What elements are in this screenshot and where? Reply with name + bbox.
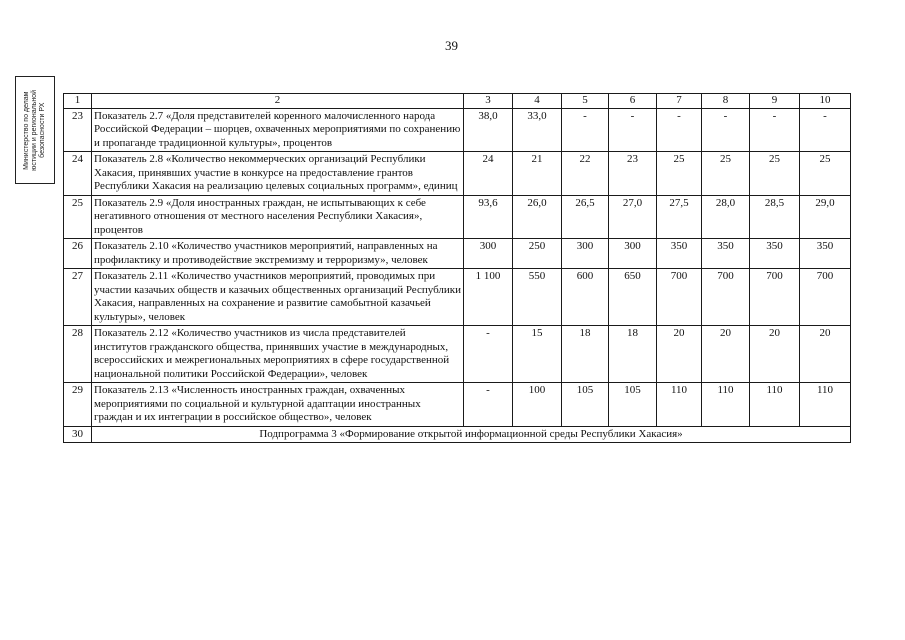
value-cell: - [464,383,513,427]
value-cell: 21 [513,152,562,196]
table-row [64,152,851,196]
table-row [64,383,851,427]
value-cell: 350 [800,239,851,269]
stamp-line: безопасности РХ [39,102,46,158]
value-cell: 350 [750,239,800,269]
value-cell: 15 [513,326,562,383]
value-cell: 700 [750,269,800,326]
table-row [64,239,851,269]
table-row [64,326,851,383]
value-cell: - [464,326,513,383]
value-cell: 700 [657,269,702,326]
row-number: 26 [64,239,92,269]
value-cell: 33,0 [513,108,562,152]
page-number: 39 [445,38,458,53]
value-cell: 110 [800,383,851,427]
indicators-table [63,93,851,443]
value-cell: 300 [464,239,513,269]
table-row [64,195,851,239]
stamp-line: Министерство по делам [23,90,30,170]
value-cell: 700 [800,269,851,326]
value-cell: 93,6 [464,195,513,239]
header-cell: 9 [750,94,800,109]
table-header-row [64,94,851,109]
header-cell: 4 [513,94,562,109]
table-row [64,269,851,326]
value-cell: 20 [750,326,800,383]
value-cell: 700 [702,269,750,326]
value-cell: 25 [702,152,750,196]
row-number: 30 [64,426,92,443]
indicator-description: Показатель 2.8 «Количество некоммерческих организаций Республики Хакасия, принявших участие в конкурсе на предоставление грантов Республики Хакасия на реализацию целевых социальных программ», единиц [92,152,464,196]
row-number: 23 [64,108,92,152]
value-cell: 18 [562,326,609,383]
header-cell: 1 [64,94,92,109]
value-cell: 38,0 [464,108,513,152]
header-cell: 7 [657,94,702,109]
subprogram-title: Подпрограмма 3 «Формирование открытой информационной среды Республики Хакасия» [92,426,851,443]
value-cell: 28,5 [750,195,800,239]
value-cell: 350 [657,239,702,269]
indicator-description: Показатель 2.9 «Доля иностранных граждан, не испытывающих к себе негативного отношения от местного населения Республики Хакасия», процентов [92,195,464,239]
header-cell: 6 [609,94,657,109]
stamp-text [23,90,47,171]
indicator-description: Показатель 2.7 «Доля представителей коренного малочисленного народа Российской Федерации – шорцев, охваченных мероприятиями по сохранению и пропаганде традиционной культуры», процентов [92,108,464,152]
row-number: 24 [64,152,92,196]
registration-stamp [15,76,55,184]
indicator-description: Показатель 2.13 «Численность иностранных граждан, охваченных мероприятиями по социальной и культурной адаптации иностранных граждан и их интеграции в российское общество», человек [92,383,464,427]
header-cell: 10 [800,94,851,109]
value-cell: 110 [702,383,750,427]
subprogram-row [64,426,851,443]
value-cell: 26,5 [562,195,609,239]
value-cell: 600 [562,269,609,326]
header-cell: 5 [562,94,609,109]
value-cell: - [800,108,851,152]
value-cell: 300 [609,239,657,269]
row-number: 29 [64,383,92,427]
value-cell: 20 [657,326,702,383]
value-cell: 25 [657,152,702,196]
value-cell: 300 [562,239,609,269]
value-cell: 110 [750,383,800,427]
value-cell: 110 [657,383,702,427]
row-number: 25 [64,195,92,239]
row-number: 27 [64,269,92,326]
value-cell: 1 100 [464,269,513,326]
value-cell: - [562,108,609,152]
value-cell: 27,0 [609,195,657,239]
row-number: 28 [64,326,92,383]
value-cell: 28,0 [702,195,750,239]
value-cell: 22 [562,152,609,196]
indicator-description: Показатель 2.11 «Количество участников мероприятий, проводимых при участии казачьих обществ и казачьих общественных организаций Республики Хакасия, направленных на сохранение и развитие самобытной казачьей культуры», человек [92,269,464,326]
value-cell: 20 [800,326,851,383]
header-cell: 2 [92,94,464,109]
value-cell: 23 [609,152,657,196]
indicator-description: Показатель 2.10 «Количество участников мероприятий, направленных на профилактику и противодействие экстремизму и терроризму», человек [92,239,464,269]
value-cell: 18 [609,326,657,383]
value-cell: 250 [513,239,562,269]
indicator-description: Показатель 2.12 «Количество участников из числа представителей институтов гражданского общества, принявших участие в международных, всероссийских и межрегиональных мероприятиях в сфере государственной национальной политики Российской Федерации», человек [92,326,464,383]
value-cell: 25 [800,152,851,196]
table-row [64,108,851,152]
value-cell: 29,0 [800,195,851,239]
value-cell: 350 [702,239,750,269]
value-cell: 650 [609,269,657,326]
stamp-line: юстиции и региональной [31,89,38,171]
value-cell: - [702,108,750,152]
value-cell: 550 [513,269,562,326]
value-cell: - [750,108,800,152]
value-cell: 20 [702,326,750,383]
header-cell: 3 [464,94,513,109]
header-cell: 8 [702,94,750,109]
value-cell: - [657,108,702,152]
value-cell: 105 [562,383,609,427]
value-cell: 25 [750,152,800,196]
value-cell: 105 [609,383,657,427]
value-cell: 100 [513,383,562,427]
value-cell: 26,0 [513,195,562,239]
value-cell: 24 [464,152,513,196]
value-cell: - [609,108,657,152]
value-cell: 27,5 [657,195,702,239]
